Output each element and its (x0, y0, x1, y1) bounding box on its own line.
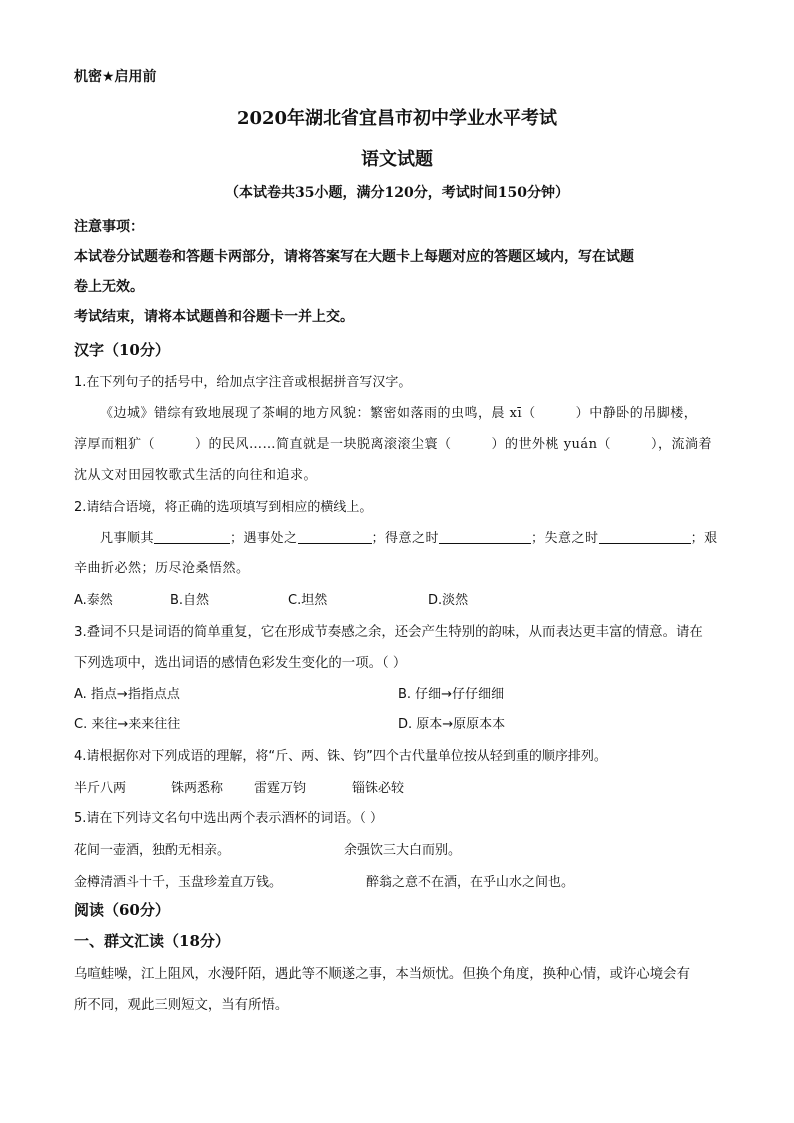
q2-blank-3[interactable] (439, 529, 531, 544)
q1-pinyin-xi: xī (509, 406, 523, 421)
confidential-label: 机密★启用前 (74, 69, 157, 85)
q1-passage-line-2: 淳厚而粗犷（ ）的民风……简直就是一块脱离滚滚尘寰（ ）的世外桃 yuán（ ），流淌着 (74, 437, 713, 452)
q2-option-d: D.淡然 (428, 593, 469, 608)
q2-text: ；艰 (690, 531, 718, 546)
exam-info: （本试卷共35小题，满分120分，考试时间150分钟） (225, 185, 569, 201)
reading-intro-line-1: 乌喧蛙噪，江上阻风，水漫阡陌，遇此等不顺遂之事，本当烦忧。但换个角度，换种心情，或许心境会有 (74, 967, 690, 982)
q2-text: ；遇事处之 (230, 531, 298, 546)
q5-stem: 5.请在下列诗文名句中选出两个表示酒杯的词语。（ ） (74, 811, 384, 826)
q4-idiom-4: 锱铢必较 (352, 781, 405, 796)
exam-title: 2020年湖北省宜昌市初中学业水平考试 (236, 108, 558, 129)
q1-text: 淳厚而粗犷（ (74, 437, 156, 452)
notes-line-2: 卷上无效。 (74, 279, 144, 295)
q5-quote-3: 金樽清酒斗十千，玉盘珍羞直万钱。 (74, 875, 283, 890)
q1-pinyin-yuan: yuán (563, 437, 598, 452)
q5-quote-2: 余强饮三大白而别。 (344, 843, 462, 858)
q2-blank-4[interactable] (599, 529, 691, 544)
q2-option-b: B.自然 (170, 593, 210, 608)
paper-subtitle: 语文试题 (361, 149, 433, 170)
q1-passage-line-3: 沈从文对田园牧歌式生活的向往和追求。 (74, 468, 318, 483)
q2-option-c: C.坦然 (288, 593, 328, 608)
q4-idiom-1: 半斤八两 (74, 781, 127, 796)
q2-stem: 2.请结合语境，将正确的选项填写到相应的横线上。 (74, 500, 373, 515)
q4-idiom-2: 铢两悉称 (171, 781, 224, 796)
q3-stem-line-1: 3.叠词不只是词语的简单重复，它在形成节奏感之余，还会产生特别的韵味，从而表达更丰富的情意。请在 (74, 625, 703, 640)
q5-quote-4: 醉翁之意不在酒，在乎山水之间也。 (366, 875, 575, 890)
q1-stem: 1.在下列句子的括号中，给加点字注音或根据拼音写汉字。 (74, 375, 412, 390)
section-subheading-group-reading: 一、群文汇读（18分） (74, 932, 230, 950)
q1-passage-line-1: 《边城》错综有致地展现了茶峒的地方风貌：繁密如落雨的虫鸣，晨 xī（ ）中静卧的吊脚楼， (100, 406, 698, 421)
notes-line-1: 本试卷分试题卷和答题卡两部分，请将答案写在大题卡上每题对应的答题区域内，写在试题 (74, 249, 634, 265)
notes-line-3: 考试结束，请将本试题兽和谷题卡一并上交。 (74, 309, 354, 325)
section-heading-reading: 阅读（60分） (74, 901, 170, 919)
q5-quote-1: 花间一壶酒，独酌无相亲。 (74, 843, 231, 858)
q3-option-d: D. 原本→原原本本 (398, 717, 506, 732)
q3-option-a: A. 指点→指指点点 (74, 687, 180, 702)
q2-text: ；失意之时 (531, 531, 599, 546)
q1-text: ）的民风……简直就是一块脱离滚滚尘寰（ (195, 437, 452, 452)
q3-stem-line-2: 下列选项中，选出词语的感情色彩发生变化的一项。（ ） (74, 656, 407, 671)
q1-text: 《边城》错综有致地展现了茶峒的地方风貌：繁密如落雨的虫鸣，晨 (100, 406, 506, 421)
q3-option-c: C. 来往→来来往往 (74, 717, 181, 732)
q2-option-a: A.泰然 (74, 593, 113, 608)
q2-text: 凡事顺其 (100, 531, 155, 546)
q4-idiom-3: 雷霆万钧 (254, 781, 307, 796)
notes-heading: 注意事项： (74, 219, 144, 235)
q1-text: 中静卧的吊脚楼， (589, 406, 698, 421)
reading-intro-line-2: 所不同，观此三则短文，当有所悟。 (74, 998, 289, 1013)
q2-text: ；得意之时 (371, 531, 440, 546)
q2-blank-2[interactable] (298, 529, 372, 544)
section-heading-hanzi: 汉字（10分） (74, 341, 170, 359)
q2-fill-line (100, 527, 718, 546)
q4-stem: 4.请根据你对下列成语的理解，将“斤、两、铢、钧”四个古代量单位按从轻到重的顺序排列。 (74, 749, 607, 764)
q3-option-b: B. 仔细→仔仔细细 (398, 687, 505, 702)
q1-text: ）的世外桃 (491, 437, 560, 452)
q1-text: ），流淌着 (651, 437, 713, 452)
q2-fill-line-2: 辛曲折必然；历尽沧桑悟然。 (74, 561, 250, 576)
q2-blank-1[interactable] (154, 529, 230, 544)
